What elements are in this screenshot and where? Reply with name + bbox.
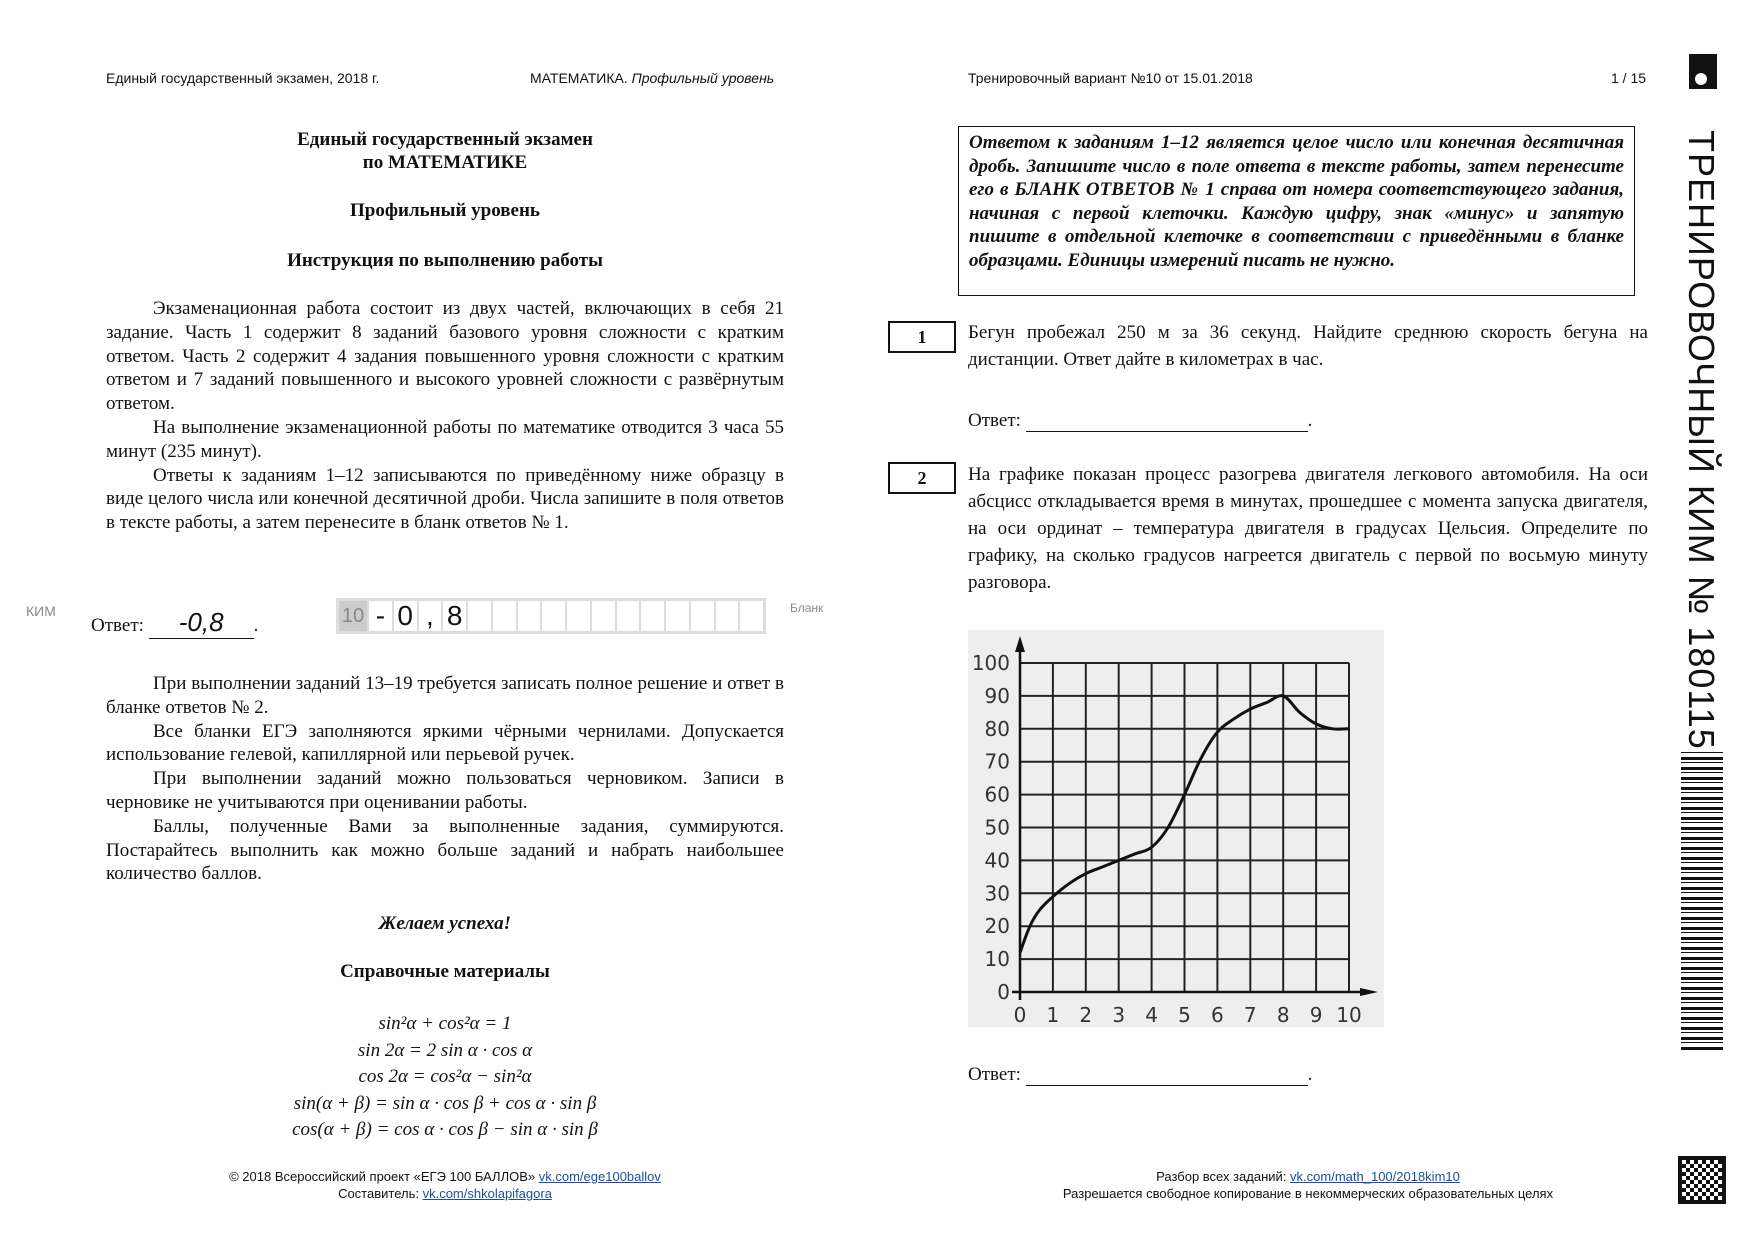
sample-answer-label: Ответ: xyxy=(91,615,144,636)
cell: 0 xyxy=(394,601,417,631)
instructions-paragraph: Ответы к заданиям 1–12 записываются по приведённому ниже образцу в виде целого числа или конечной десятичной дроби. Числа запишите в поля ответов в тексте работы, а затем перенесите в бланк ответов № 1. xyxy=(106,464,784,534)
y-tick-label: 70 xyxy=(984,749,1010,774)
header-variant: Тренировочный вариант №10 от 15.01.2018 xyxy=(968,70,1253,86)
answer-label: Ответ: xyxy=(968,410,1021,431)
x-tick-label: 2 xyxy=(1079,1003,1093,1027)
instructions-paragraph: При выполнении заданий можно пользоваться черновиком. Записи в черновике не учитываются при оценивании работы. xyxy=(106,768,784,813)
kim-label: КИМ xyxy=(26,603,56,619)
x-tick-label: 8 xyxy=(1276,1003,1290,1027)
side-title: ТРЕНИРОВОЧНЫЙ КИМ № 180115 xyxy=(1681,130,1722,750)
analysis-label: Разбор всех заданий: xyxy=(1156,1169,1287,1184)
y-tick-label: 100 xyxy=(971,651,1010,675)
link-ege100ballov[interactable]: vk.com/ege100ballov xyxy=(538,1169,661,1184)
y-tick-label: 30 xyxy=(984,881,1010,906)
reference-heading: Справочные материалы xyxy=(340,961,550,982)
cell-id: 10 xyxy=(339,601,367,631)
answer-field-2[interactable] xyxy=(1026,1066,1308,1086)
instructions-paragraph: При выполнении заданий 13–19 требуется записать полное решение и ответ в бланке ответов № 2. xyxy=(106,673,784,718)
task-number: 2 xyxy=(888,462,956,494)
task-2-text: На графике показан процесс разогрева двигателя легкового автомобиля. На оси абсцисс откладывается время в минутах, прошедшее с момента запуска двигателя, на оси ординат – температура двигателя в градусах Цельсия. Определите по графику, на сколько градусов нагреется двигатель с первой по восьмую минуту разговора. xyxy=(968,464,1648,593)
formula: cos 2α = cos²α − sin²α xyxy=(358,1066,532,1087)
instructions-heading: Инструкция по выполнению работы xyxy=(287,250,603,271)
x-tick-label: 7 xyxy=(1243,1003,1257,1027)
y-tick-label: 20 xyxy=(984,914,1010,939)
y-tick-label: 60 xyxy=(984,782,1010,807)
x-tick-label: 6 xyxy=(1211,1003,1224,1027)
qr-code xyxy=(1678,1156,1726,1204)
cell: 8 xyxy=(443,601,466,631)
instructions-paragraph: На выполнение экзаменационной работы по математике отводится 3 часа 55 минут (235 минут). xyxy=(106,416,784,462)
level-heading: Профильный уровень xyxy=(350,200,540,221)
link-shkolapifagora[interactable]: vk.com/shkolapifagora xyxy=(422,1186,552,1201)
page-number: 1 / 15 xyxy=(1611,70,1647,86)
answer-field-1[interactable] xyxy=(1026,412,1308,432)
y-tick-label: 80 xyxy=(984,716,1010,741)
formula: cos(α + β) = cos α · cos β − sin α · sin β xyxy=(292,1119,598,1140)
cell: , xyxy=(419,601,442,631)
y-tick-label: 0 xyxy=(997,980,1010,1004)
sample-answer-cells xyxy=(336,598,766,634)
task-number: 1 xyxy=(888,321,956,353)
author-label: Составитель: xyxy=(338,1186,419,1201)
x-tick-label: 9 xyxy=(1309,1003,1323,1027)
blank-label: Бланк xyxy=(790,601,824,615)
sample-answer-value: -0,8 xyxy=(149,607,254,639)
answer-label: Ответ: xyxy=(968,1064,1021,1085)
x-tick-label: 5 xyxy=(1178,1003,1191,1027)
formula: sin²α + cos²α = 1 xyxy=(378,1013,512,1034)
link-math100[interactable]: vk.com/math_100/2018kim10 xyxy=(1290,1169,1460,1184)
logo-mark xyxy=(1689,54,1717,89)
instruction-box: Ответом к заданиям 1–12 является целое число или конечная десятичная дробь. Запишите число в поле ответа в тексте работы, затем перенесите его в БЛАНК ОТВЕТОВ № 1 справа от номера соответствующего задания, начиная с первой клеточки. Каждую цифру, знак «минус» и запятую пишите в отдельной клеточке в соответствии с приведёнными в бланке образцами. Единицы измерений писать не нужно. xyxy=(958,126,1635,296)
y-tick-label: 10 xyxy=(984,947,1010,972)
x-tick-label: 0 xyxy=(1013,1003,1027,1027)
y-tick-label: 90 xyxy=(984,683,1010,708)
copyright: © 2018 Всероссийский проект «ЕГЭ 100 БАЛЛОВ» xyxy=(229,1169,536,1184)
doc-title-subject: по МАТЕМАТИКЕ xyxy=(362,152,528,173)
wish-text: Желаем успеха! xyxy=(378,913,512,934)
instructions-paragraph: Экзаменационная работа состоит из двух частей, включающих в себя 21 задание. Часть 1 содержит 8 заданий базового уровня сложности с кратким ответом. Часть 2 содержит 4 задания повышенного уровня сложности с кратким ответом и 7 заданий повышенного и высокого уровней сложности с развёрнутым ответом. xyxy=(106,298,784,415)
cell: - xyxy=(369,601,392,631)
barcode xyxy=(1681,752,1723,1102)
formula: sin(α + β) = sin α · cos β + cos α · sin β xyxy=(293,1092,597,1114)
x-tick-label: 1 xyxy=(1046,1003,1060,1027)
instructions-paragraph: Все бланки ЕГЭ заполняются яркими чёрными чернилами. Допускается использование гелевой, капиллярной или перьевой ручек. xyxy=(106,720,784,766)
x-tick-label: 10 xyxy=(1336,1003,1362,1027)
engine-temperature-chart xyxy=(968,630,1384,1027)
header-level: Профильный уровень xyxy=(631,70,775,86)
formula: sin 2α = 2 sin α · cos α xyxy=(357,1039,533,1061)
doc-title: Единый государственный экзамен xyxy=(297,129,593,150)
header-subject: МАТЕМАТИКА. xyxy=(530,70,628,86)
y-tick-label: 50 xyxy=(984,815,1010,840)
x-tick-label: 3 xyxy=(1112,1003,1126,1027)
y-tick-label: 40 xyxy=(984,848,1010,873)
instructions-paragraph: Баллы, полученные Вами за выполненные задания, суммируются. Постарайтесь выполнить как можно больше заданий и набрать наибольшее количество баллов. xyxy=(106,815,784,885)
header-exam: Единый государственный экзамен, 2018 г. xyxy=(106,70,380,86)
task-1-text: Бегун пробежал 250 м за 36 секунд. Найдите среднюю скорость бегуна на дистанции. Ответ дайте в километрах в час. xyxy=(968,322,1648,370)
x-tick-label: 4 xyxy=(1145,1003,1158,1027)
license-text: Разрешается свободное копирование в некоммерческих образовательных целях xyxy=(1062,1186,1554,1201)
